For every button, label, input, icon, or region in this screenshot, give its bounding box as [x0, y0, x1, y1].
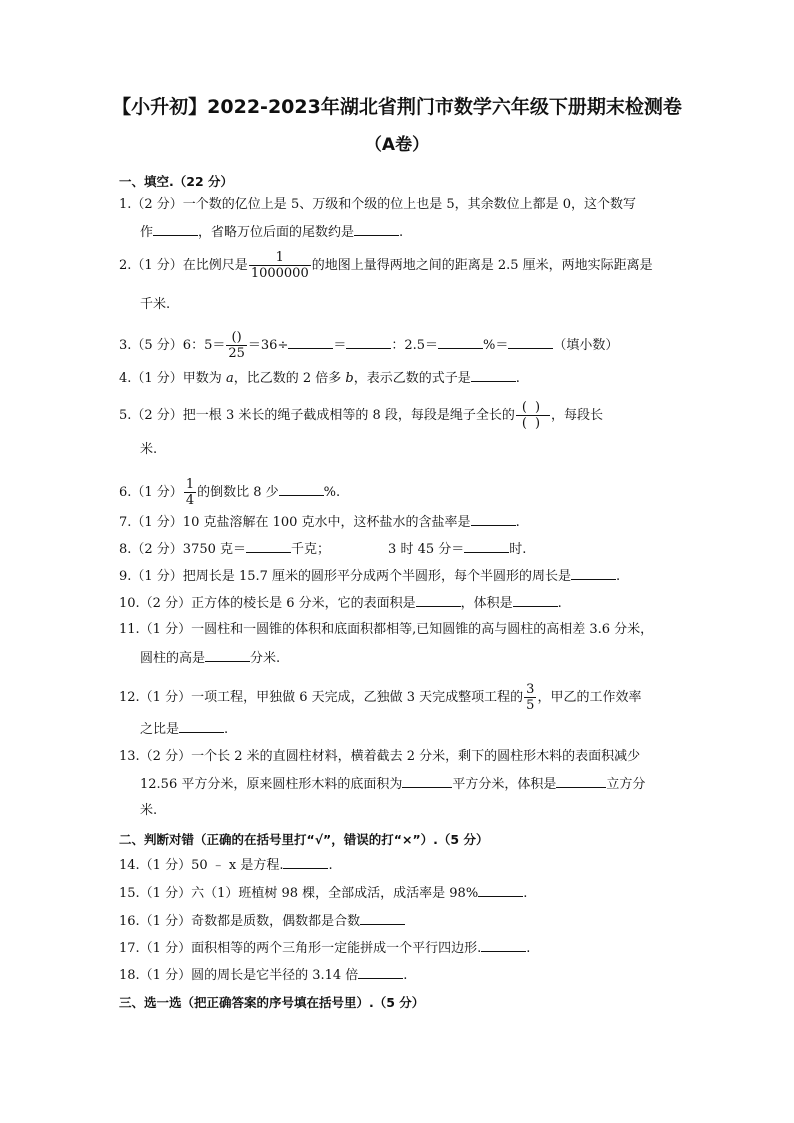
q3-text-3: ＝: [333, 338, 347, 353]
answer-blank[interactable]: [279, 483, 324, 496]
q1-text-3: .: [399, 225, 404, 240]
question-1-line-2: [140, 223, 403, 242]
answer-blank[interactable]: [346, 336, 391, 349]
q5-text-1: 5.（2 分）把一根 3 米长的绳子截成相等的 8 段，每段是绳子全长的: [119, 408, 515, 423]
q3-text-5: %＝: [483, 338, 509, 353]
q11-text-1: 圆柱的高是: [140, 651, 206, 666]
variable-a: a: [225, 371, 234, 386]
q2-text-3: 千米.: [140, 297, 171, 312]
q2-text-1: 2.（1 分）在比例尺是: [119, 258, 248, 273]
q12-text-2: ，甲乙的工作效率: [537, 690, 642, 705]
fraction-denominator: 1000000: [250, 266, 309, 281]
q18-text-2: .: [403, 968, 408, 983]
q8-text-3: 3 时 45 分＝: [388, 542, 465, 557]
q15-text-1: 15.（1 分）六（1）班植树 98 棵，全部成活，成活率是 98%: [119, 886, 479, 901]
exam-title: 【小升初】2022-2023年湖北省荆门市数学六年级下册期末检测卷: [112, 96, 682, 118]
question-17: [119, 939, 530, 958]
q6-text-3: %.: [323, 485, 341, 500]
scale-fraction: [249, 250, 311, 281]
question-7: [119, 513, 520, 532]
answer-blank[interactable]: [246, 540, 291, 553]
question-1-line-1: 1.（2 分）一个数的亿位上是 5、万级和个级的位上也是 5，其余数位上都是 0，这个数写: [119, 197, 637, 212]
answer-blank[interactable]: [179, 720, 224, 733]
question-12-line-1: [119, 682, 641, 713]
question-2-line-2: [140, 296, 170, 314]
question-3: [119, 330, 618, 361]
q1-text-2: ，省略万位后面的尾数约是: [198, 225, 355, 240]
question-5-line-1: [119, 400, 603, 431]
answer-blank[interactable]: [481, 939, 526, 952]
question-6: [119, 477, 340, 508]
q13-text-2: 平方分米，体积是: [452, 777, 557, 792]
fraction-numerator: 1: [185, 477, 195, 492]
question-2-line-1: [119, 250, 653, 281]
q12-text-3: 之比是: [140, 722, 180, 737]
question-5-line-2: 米.: [140, 442, 158, 457]
q9-text-1: 9.（1 分）把周长是 15.7 厘米的圆形平分成两个半圆形，每个半圆形的周长是: [119, 569, 572, 584]
q16-text-1: 16.（1 分）奇数都是质数，偶数都是合数: [119, 914, 361, 929]
fraction-denominator: 4: [185, 493, 195, 508]
answer-blank[interactable]: [438, 336, 483, 349]
q4-text-4: .: [515, 371, 520, 386]
q13-text-1: 12.56 平方分米，原来圆柱形木料的底面积为: [140, 777, 403, 792]
q6-text-2: 的倒数比 8 少: [197, 485, 279, 500]
question-18: [119, 966, 407, 985]
q4-text-1: 4.（1 分）甲数为: [119, 371, 226, 386]
fraction-denominator: 5: [526, 698, 535, 713]
q1-text-1: 作: [140, 225, 154, 240]
section-3-heading: 三、选一选（把正确答案的序号填在括号里）.（5 分）: [119, 995, 425, 1010]
variable-b: b: [345, 371, 354, 386]
question-15: [119, 884, 527, 903]
fraction-numerator: 1: [249, 250, 311, 266]
question-13-line-2: [140, 775, 645, 794]
q17-text-2: .: [526, 941, 531, 956]
section-2-heading: 二、判断对错（正确的在括号里打“√”，错误的打“×”）.（5 分）: [119, 832, 489, 847]
fraction-denominator: (): [521, 416, 549, 431]
q7-text-1: 7.（1 分）10 克盐溶解在 100 克水中，这杯盐水的含盐率是: [119, 515, 471, 530]
q9-text-2: .: [616, 569, 621, 584]
answer-blank[interactable]: [416, 594, 461, 607]
fraction-numerator: 3: [526, 682, 535, 697]
answer-blank[interactable]: [205, 649, 250, 662]
q6-text-1: 6.（1 分）: [119, 485, 183, 500]
question-13-line-1: 13.（2 分）一个长 2 米的直圆柱材料，横着截去 2 分米，剩下的圆柱形木料的表面积减少: [119, 749, 641, 764]
answer-blank[interactable]: [508, 336, 553, 349]
answer-blank[interactable]: [360, 912, 405, 925]
answer-blank[interactable]: [354, 223, 399, 236]
q3-text-6: （填小数）: [553, 338, 619, 353]
q6-fraction: [184, 477, 196, 508]
question-4: [119, 369, 520, 388]
q3-text-1: 3.（5 分）6：5＝: [119, 338, 226, 353]
q10-text-2: ，体积是: [460, 596, 513, 611]
exam-subtitle: （A卷）: [364, 135, 430, 155]
q7-text-2: .: [515, 515, 520, 530]
q8-text-1: 8.（2 分）3750 克＝: [119, 542, 247, 557]
q18-text-1: 18.（1 分）圆的周长是它半径的 3.14 倍: [119, 968, 359, 983]
q12-text-1: 12.（1 分）一项工程，甲独做 6 天完成，乙独做 3 天完成整项工程的: [119, 690, 524, 705]
answer-blank[interactable]: [402, 775, 452, 788]
answer-blank[interactable]: [478, 884, 523, 897]
q3-text-2: ＝36÷: [247, 338, 289, 353]
q10-text-1: 10.（2 分）正方体的棱长是 6 分米，它的表面积是: [119, 596, 416, 611]
answer-blank[interactable]: [556, 775, 606, 788]
q3-fraction: [226, 330, 247, 361]
q8-text-2: 千克；: [291, 542, 331, 557]
q4-text-2: ，比乙数的 2 倍多: [233, 371, 346, 386]
fraction-numerator: (): [516, 400, 550, 416]
question-16: [119, 912, 405, 931]
q13-text-3: 立方分: [606, 777, 646, 792]
section-1-heading: 一、填空.（22 分）: [119, 174, 233, 189]
q15-text-2: .: [523, 886, 528, 901]
q14-text-1: 14.（1 分）50 ﹣ x 是方程.: [119, 858, 284, 873]
q11-text-2: 分米.: [250, 651, 281, 666]
q5-fraction: [516, 400, 550, 431]
question-11-line-1: 11.（1 分）一圆柱和一圆锥的体积和底面积都相等,已知圆锥的高与圆柱的高相差 3.6 分米，: [119, 622, 654, 637]
answer-blank[interactable]: [283, 856, 328, 869]
q12-text-4: .: [224, 722, 229, 737]
q14-text-2: .: [328, 858, 333, 873]
answer-blank[interactable]: [471, 513, 516, 526]
answer-blank[interactable]: [358, 966, 403, 979]
q4-text-3: ，表示乙数的式子是: [353, 371, 471, 386]
q17-text-1: 17.（1 分）面积相等的两个三角形一定能拼成一个平行四边形.: [119, 941, 482, 956]
answer-blank[interactable]: [464, 540, 509, 553]
fraction-numerator: (): [226, 330, 247, 346]
question-14: [119, 856, 333, 875]
answer-blank[interactable]: [153, 223, 198, 236]
answer-blank[interactable]: [513, 594, 558, 607]
fraction-denominator: 25: [228, 346, 245, 361]
answer-blank[interactable]: [288, 336, 333, 349]
q8-text-4: 时.: [509, 542, 527, 557]
question-10: [119, 594, 562, 613]
q10-text-3: .: [557, 596, 562, 611]
answer-blank[interactable]: [571, 567, 616, 580]
question-9: [119, 567, 620, 586]
q12-fraction: [524, 682, 536, 713]
question-8: [119, 540, 526, 559]
q2-text-2: 的地图上量得两地之间的距离是 2.5 厘米，两地实际距离是: [311, 258, 653, 273]
question-11-line-2: [140, 649, 280, 668]
question-13-line-3: 米.: [140, 803, 158, 818]
q5-text-2: ，每段长: [551, 408, 604, 423]
answer-blank[interactable]: [471, 369, 516, 382]
q3-text-4: ：2.5＝: [391, 338, 439, 353]
question-12-line-2: [140, 720, 228, 739]
